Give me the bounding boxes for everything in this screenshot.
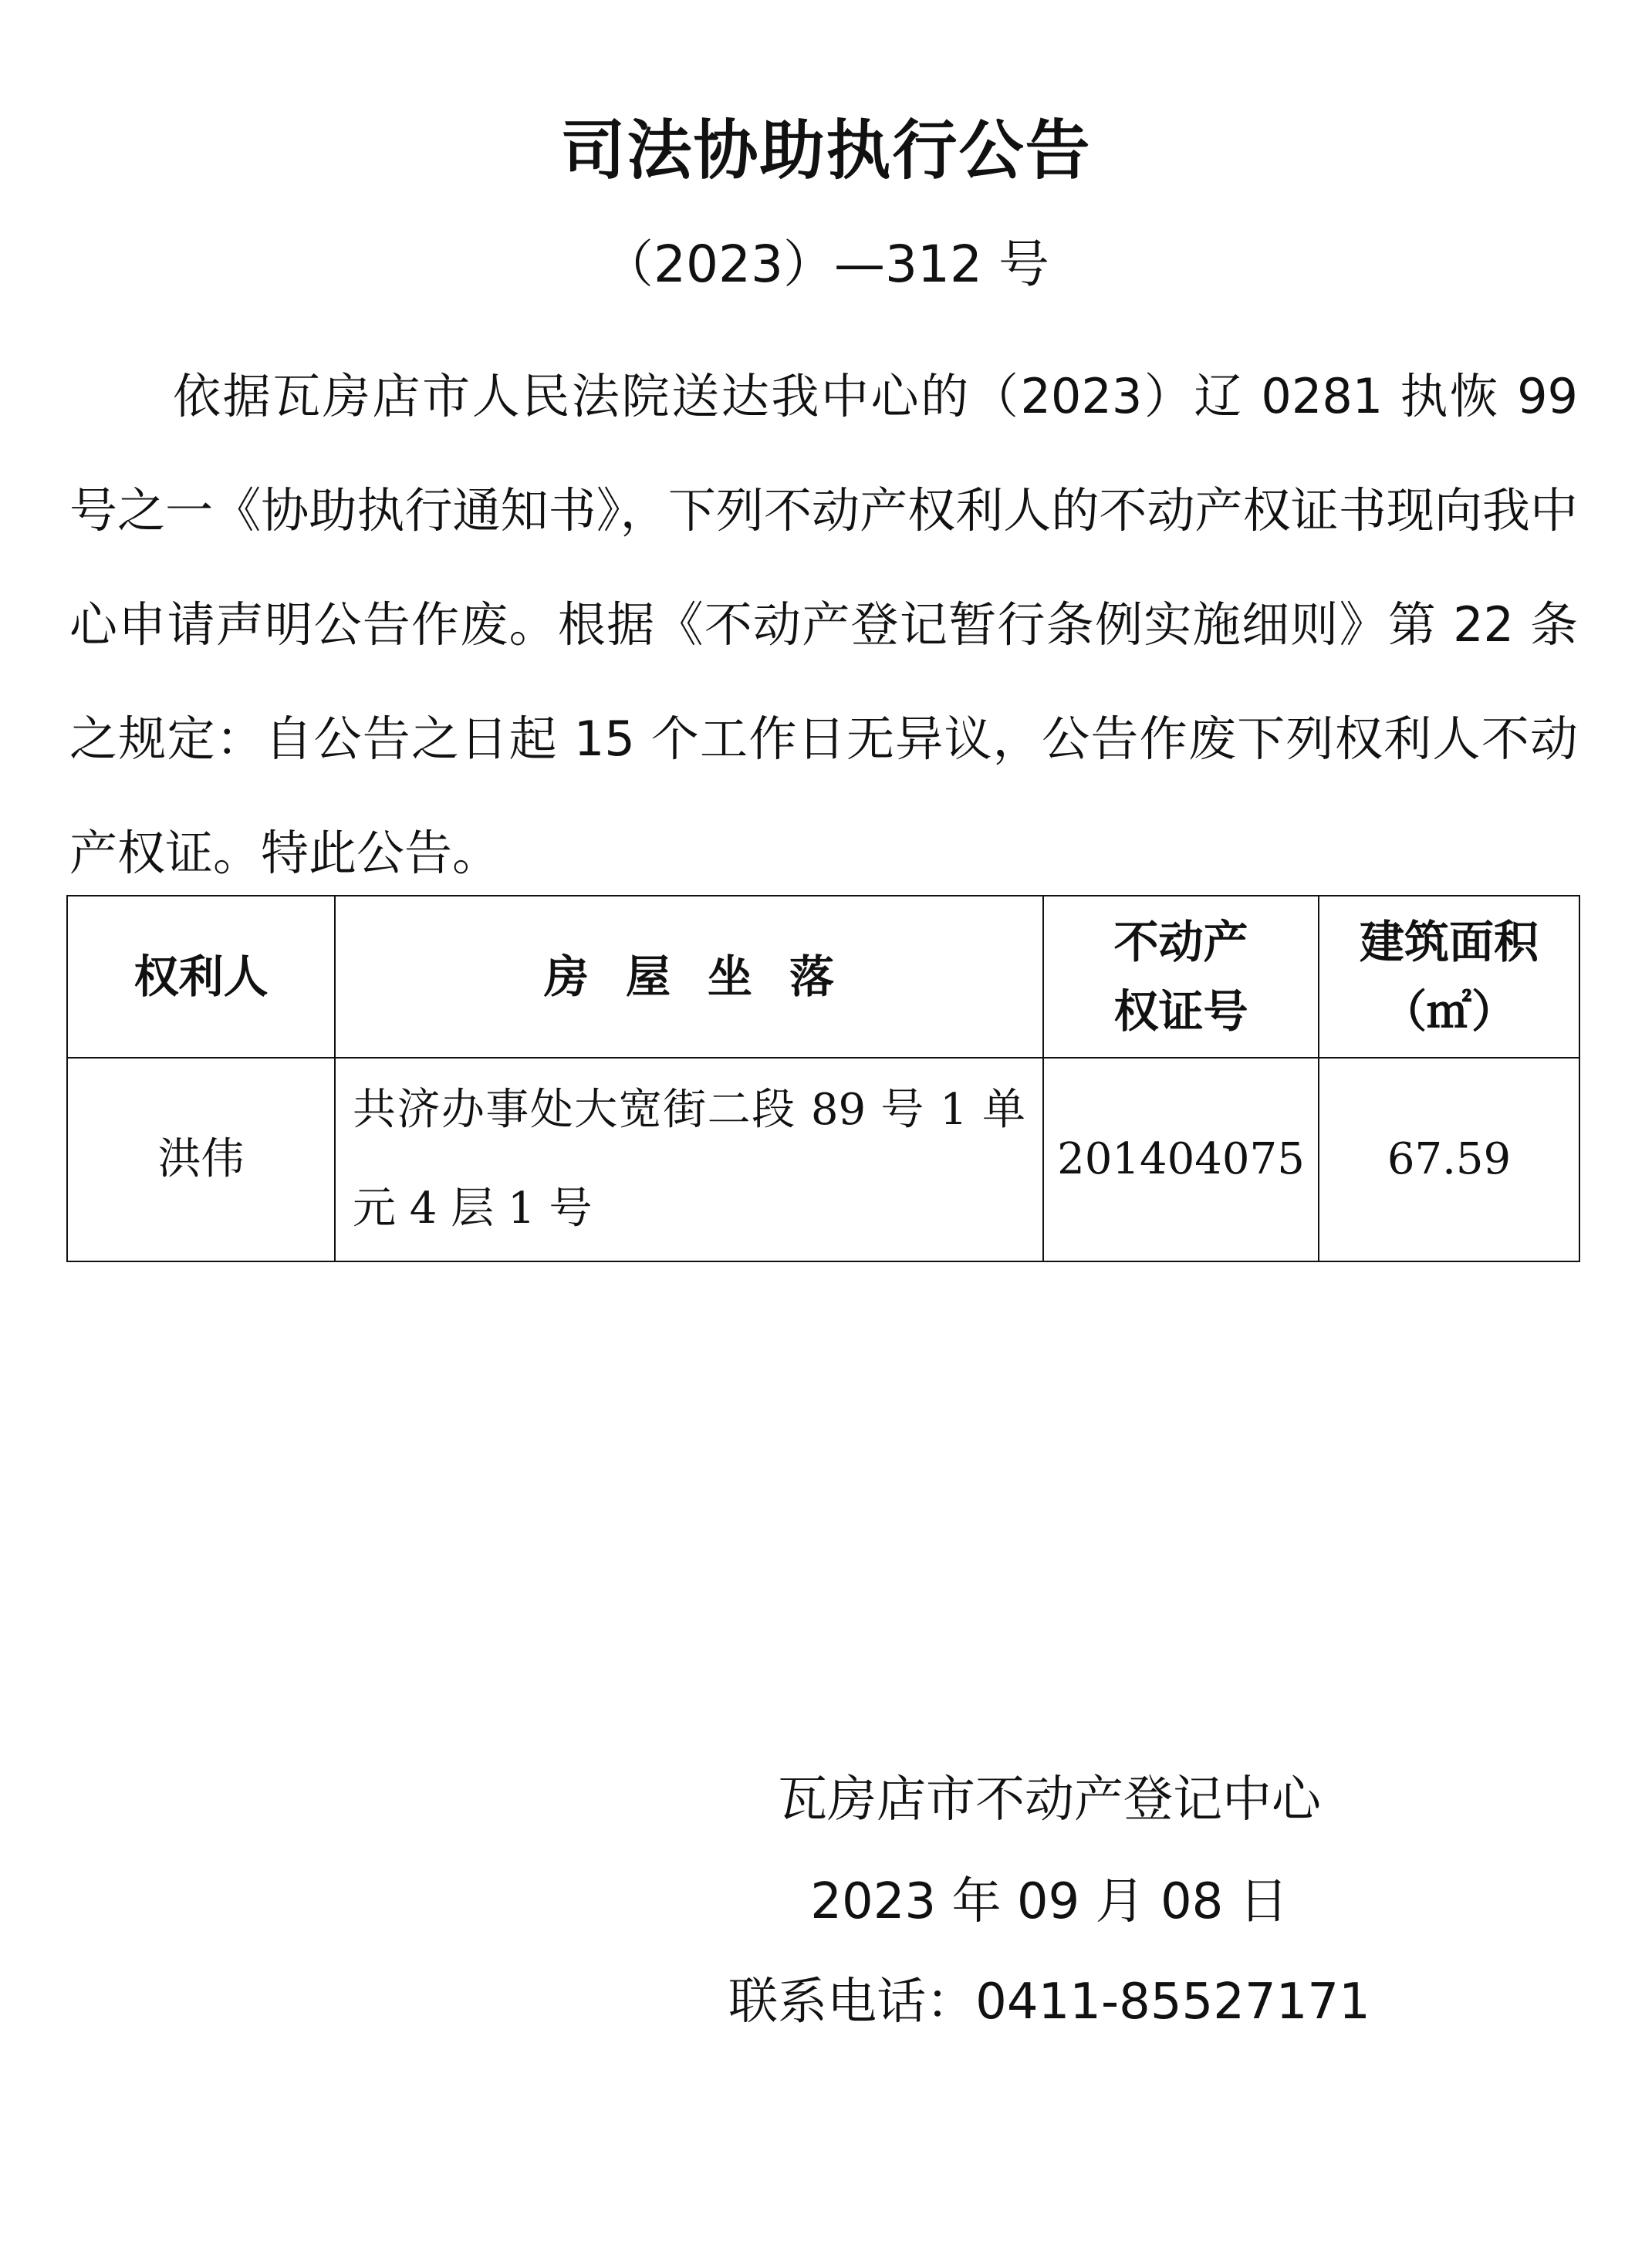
header-cert-number (1043, 896, 1319, 1058)
header-area (1319, 896, 1579, 1058)
header-owner (67, 896, 335, 1058)
notice-title: 司法协助执行公告 (560, 113, 1092, 188)
header-location (335, 896, 1043, 1058)
header-location-label: 房屋坐落 (543, 950, 871, 1003)
cell-area: 67.59 (1319, 1058, 1579, 1261)
table-row (67, 1058, 1579, 1261)
cell-owner: 洪伟 (67, 1058, 335, 1261)
table-header-row (67, 896, 1579, 1058)
document-number: （2023）—312 号 (603, 235, 1049, 294)
header-cert-line1: 不动产 (1113, 916, 1248, 968)
contact-phone: 联系电话：0411-85527171 (728, 1974, 1370, 2031)
cell-cert-number: 201404075 (1043, 1058, 1319, 1261)
cell-location: 共济办事处大宽街二段 89 号 1 单元 4 层 1 号 (335, 1058, 1043, 1261)
notice-body: 依据瓦房店市人民法院送达我中心的（2023）辽 0281 执恢 99 号之一《协助执行通知书》，下列不动产权利人的不动产权证书现向我中心申请声明公告作废。根据《不动产登记暂行条例实施细则》第 22 条之规定：自公告之日起 15 个工作日无异议，公告作废下列权利人不动产权证。特此公告。 (69, 368, 1578, 881)
header-owner-label: 权利人 (133, 950, 269, 1003)
header-area-line1: 建筑面积 (1359, 916, 1539, 968)
issue-date: 2023 年 09 月 08 日 (810, 1873, 1289, 1930)
property-table (66, 895, 1580, 1262)
header-area-line2: （㎡） (1381, 985, 1516, 1038)
header-cert-line2: 权证号 (1113, 985, 1248, 1038)
issuer-name: 瓦房店市不动产登记中心 (778, 1771, 1321, 1828)
